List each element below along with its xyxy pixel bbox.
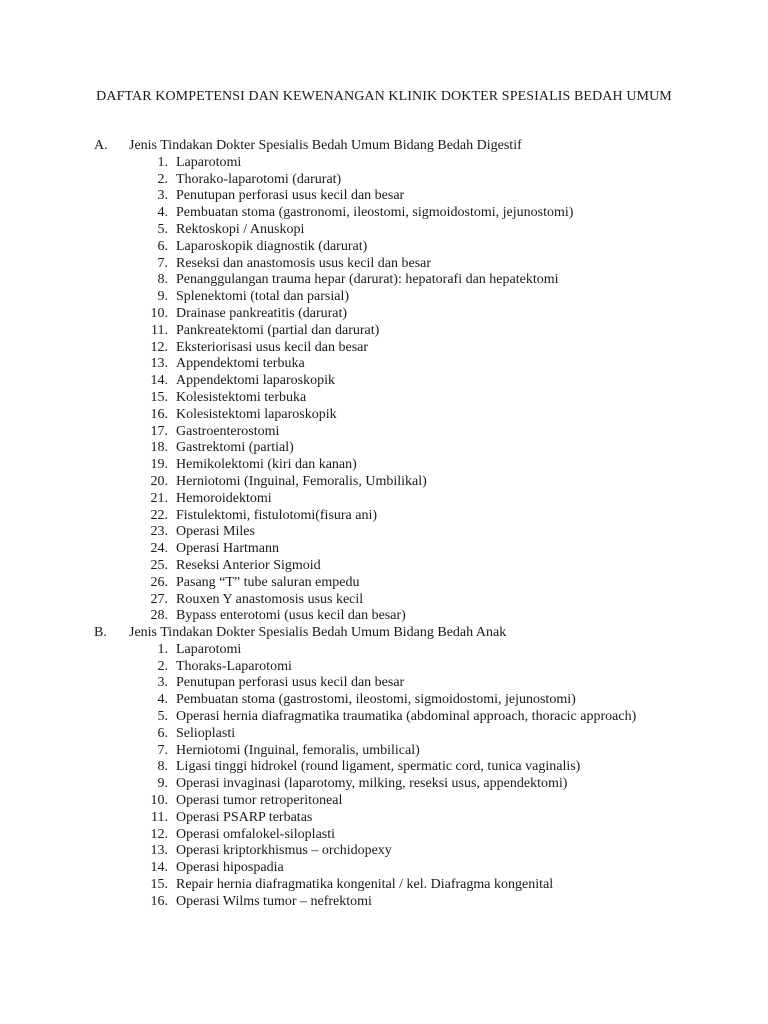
item-number: 10. — [150, 792, 168, 808]
item-number: 13. — [150, 356, 168, 372]
item-number: 11. — [151, 809, 168, 825]
item-number: 28. — [150, 608, 168, 624]
list-item — [0, 205, 768, 222]
item-number: 22. — [150, 507, 168, 523]
item-text: Laparotomi — [176, 154, 242, 170]
item-text: Penutupan perforasi usus kecil dan besar — [176, 675, 405, 691]
list-item — [0, 356, 768, 373]
section-heading: Jenis Tindakan Dokter Spesialis Bedah Umum Bidang Bedah Anak — [129, 625, 507, 640]
item-number: 12. — [150, 826, 168, 842]
item-number: 1. — [157, 641, 168, 657]
item-text: Pembuatan stoma (gastronomi, ileostomi, sigmoidostomi, jejunostomi) — [176, 205, 574, 221]
item-text: Repair hernia diafragmatika kongenital / kel. Diafragma kongenital — [176, 876, 554, 892]
item-number: 15. — [150, 389, 168, 405]
item-number: 5. — [157, 221, 168, 237]
list-item — [0, 457, 768, 474]
item-text: Drainase pankreatitis (darurat) — [176, 305, 348, 321]
item-text: Kolesistektomi laparoskopik — [176, 406, 337, 422]
item-number: 5. — [157, 708, 168, 724]
item-text: Reseksi Anterior Sigmoid — [176, 557, 321, 573]
list-item — [0, 440, 768, 457]
section-heading: Jenis Tindakan Dokter Spesialis Bedah Umum Bidang Bedah Digestif — [129, 138, 522, 153]
item-number: 26. — [150, 574, 168, 590]
item-text: Operasi Wilms tumor – nefrektomi — [176, 893, 372, 909]
item-text: Operasi kriptorkhismus – orchidopexy — [176, 843, 392, 859]
list-item — [0, 390, 768, 407]
item-text: Splenektomi (total dan parsial) — [176, 289, 350, 305]
list-item — [0, 642, 768, 659]
item-number: 10. — [150, 305, 168, 321]
item-number: 4. — [157, 205, 168, 221]
list-item — [0, 675, 768, 692]
item-number: 6. — [157, 238, 168, 254]
item-text: Gastroenterostomi — [176, 423, 280, 439]
section-b — [0, 625, 768, 911]
item-number: 2. — [157, 658, 168, 674]
item-text: Operasi tumor retroperitoneal — [176, 792, 343, 808]
item-text: Operasi Hartmann — [176, 541, 280, 557]
item-number: 8. — [157, 272, 168, 288]
list-item — [0, 726, 768, 743]
section-a-heading-row — [0, 138, 768, 155]
item-text: Hemoroidektomi — [176, 490, 272, 506]
list-item — [0, 810, 768, 827]
item-number: 21. — [150, 490, 168, 506]
item-number: 11. — [151, 322, 168, 338]
list-item — [0, 692, 768, 709]
section-a — [0, 138, 768, 625]
item-text: Eksteriorisasi usus kecil dan besar — [176, 339, 369, 355]
item-text: Operasi hipospadia — [176, 860, 284, 876]
list-item — [0, 508, 768, 525]
item-number: 9. — [157, 289, 168, 305]
list-item — [0, 575, 768, 592]
list-item — [0, 843, 768, 860]
list-item — [0, 793, 768, 810]
item-text: Hemikolektomi (kiri dan kanan) — [176, 457, 357, 473]
item-text: Thoraks-Laparotomi — [176, 658, 292, 674]
list-item — [0, 759, 768, 776]
list-item — [0, 256, 768, 273]
item-number: 27. — [150, 591, 168, 607]
list-item — [0, 188, 768, 205]
section-b-heading-row — [0, 625, 768, 642]
item-text: Operasi invaginasi (laparotomy, milking, reseksi usus, appendektomi) — [176, 776, 568, 792]
item-text: Gastrektomi (partial) — [176, 440, 294, 456]
list-item — [0, 558, 768, 575]
item-text: Herniotomi (Inguinal, Femoralis, Umbilikal) — [176, 473, 427, 489]
list-item — [0, 373, 768, 390]
list-item — [0, 894, 768, 911]
item-text: Thorako-laparotomi (darurat) — [176, 171, 342, 187]
list-item — [0, 289, 768, 306]
list-item — [0, 827, 768, 844]
item-number: 19. — [150, 457, 168, 473]
section-b-list — [0, 642, 768, 911]
item-number: 4. — [157, 692, 168, 708]
item-text: Pasang “T” tube saluran empedu — [176, 574, 360, 590]
item-text: Rektoskopi / Anuskopi — [176, 221, 305, 237]
item-text: Herniotomi (Inguinal, femoralis, umbilical) — [176, 742, 420, 758]
item-number: 8. — [157, 759, 168, 775]
item-text: Penanggulangan trauma hepar (darurat): hepatorafi dan hepatektomi — [176, 272, 559, 288]
item-text: Operasi hernia diafragmatika traumatika (abdominal approach, thoracic approach) — [176, 708, 637, 724]
item-number: 7. — [157, 742, 168, 758]
list-item — [0, 272, 768, 289]
item-number: 25. — [150, 557, 168, 573]
list-item — [0, 524, 768, 541]
list-item — [0, 541, 768, 558]
list-item — [0, 860, 768, 877]
item-number: 16. — [150, 406, 168, 422]
list-item — [0, 709, 768, 726]
item-text: Pembuatan stoma (gastrostomi, ileostomi, sigmoidostomi, jejunostomi) — [176, 692, 576, 708]
item-text: Fistulektomi, fistulotomi(fisura ani) — [176, 507, 378, 523]
list-item — [0, 172, 768, 189]
item-text: Bypass enterotomi (usus kecil dan besar) — [176, 608, 406, 624]
item-text: Appendektomi laparoskopik — [176, 373, 336, 389]
list-item — [0, 877, 768, 894]
item-text: Rouxen Y anastomosis usus kecil — [176, 591, 364, 607]
item-number: 15. — [150, 876, 168, 892]
item-number: 24. — [150, 541, 168, 557]
item-text: Reseksi dan anastomosis usus kecil dan besar — [176, 255, 432, 271]
list-item — [0, 743, 768, 760]
item-text: Operasi PSARP terbatas — [176, 809, 313, 825]
list-item — [0, 340, 768, 357]
item-text: Operasi omfalokel-siloplasti — [176, 826, 336, 842]
list-item — [0, 155, 768, 172]
list-item — [0, 239, 768, 256]
item-text: Operasi Miles — [176, 524, 255, 540]
list-item — [0, 474, 768, 491]
item-text: Kolesistektomi terbuka — [176, 389, 307, 405]
list-item — [0, 306, 768, 323]
section-letter: A. — [94, 138, 108, 153]
list-item — [0, 592, 768, 609]
item-text: Pankreatektomi (partial dan darurat) — [176, 322, 380, 338]
item-number: 9. — [157, 776, 168, 792]
item-number: 3. — [157, 675, 168, 691]
list-item — [0, 424, 768, 441]
section-a-list — [0, 155, 768, 625]
list-item — [0, 659, 768, 676]
item-number: 6. — [157, 725, 168, 741]
item-number: 20. — [150, 473, 168, 489]
item-number: 2. — [157, 171, 168, 187]
item-text: Penutupan perforasi usus kecil dan besar — [176, 188, 405, 204]
item-number: 7. — [157, 255, 168, 271]
list-item — [0, 222, 768, 239]
item-number: 16. — [150, 893, 168, 909]
item-text: Laparotomi — [176, 641, 242, 657]
document-title: DAFTAR KOMPETENSI DAN KEWENANGAN KLINIK DOKTER SPESIALIS BEDAH UMUM — [96, 89, 672, 104]
item-number: 14. — [150, 860, 168, 876]
item-number: 14. — [150, 373, 168, 389]
item-text: Appendektomi terbuka — [176, 356, 305, 372]
item-number: 23. — [150, 524, 168, 540]
section-letter: B. — [94, 625, 107, 640]
item-text: Laparoskopik diagnostik (darurat) — [176, 238, 368, 254]
item-number: 13. — [150, 843, 168, 859]
item-number: 3. — [157, 188, 168, 204]
list-item — [0, 608, 768, 625]
item-number: 18. — [150, 440, 168, 456]
list-item — [0, 776, 768, 793]
list-item — [0, 491, 768, 508]
list-item — [0, 407, 768, 424]
item-text: Selioplasti — [176, 725, 236, 741]
item-number: 17. — [150, 423, 168, 439]
item-text: Ligasi tinggi hidrokel (round ligament, spermatic cord, tunica vaginalis) — [176, 759, 581, 775]
list-item — [0, 323, 768, 340]
item-number: 1. — [157, 154, 168, 170]
item-number: 12. — [150, 339, 168, 355]
